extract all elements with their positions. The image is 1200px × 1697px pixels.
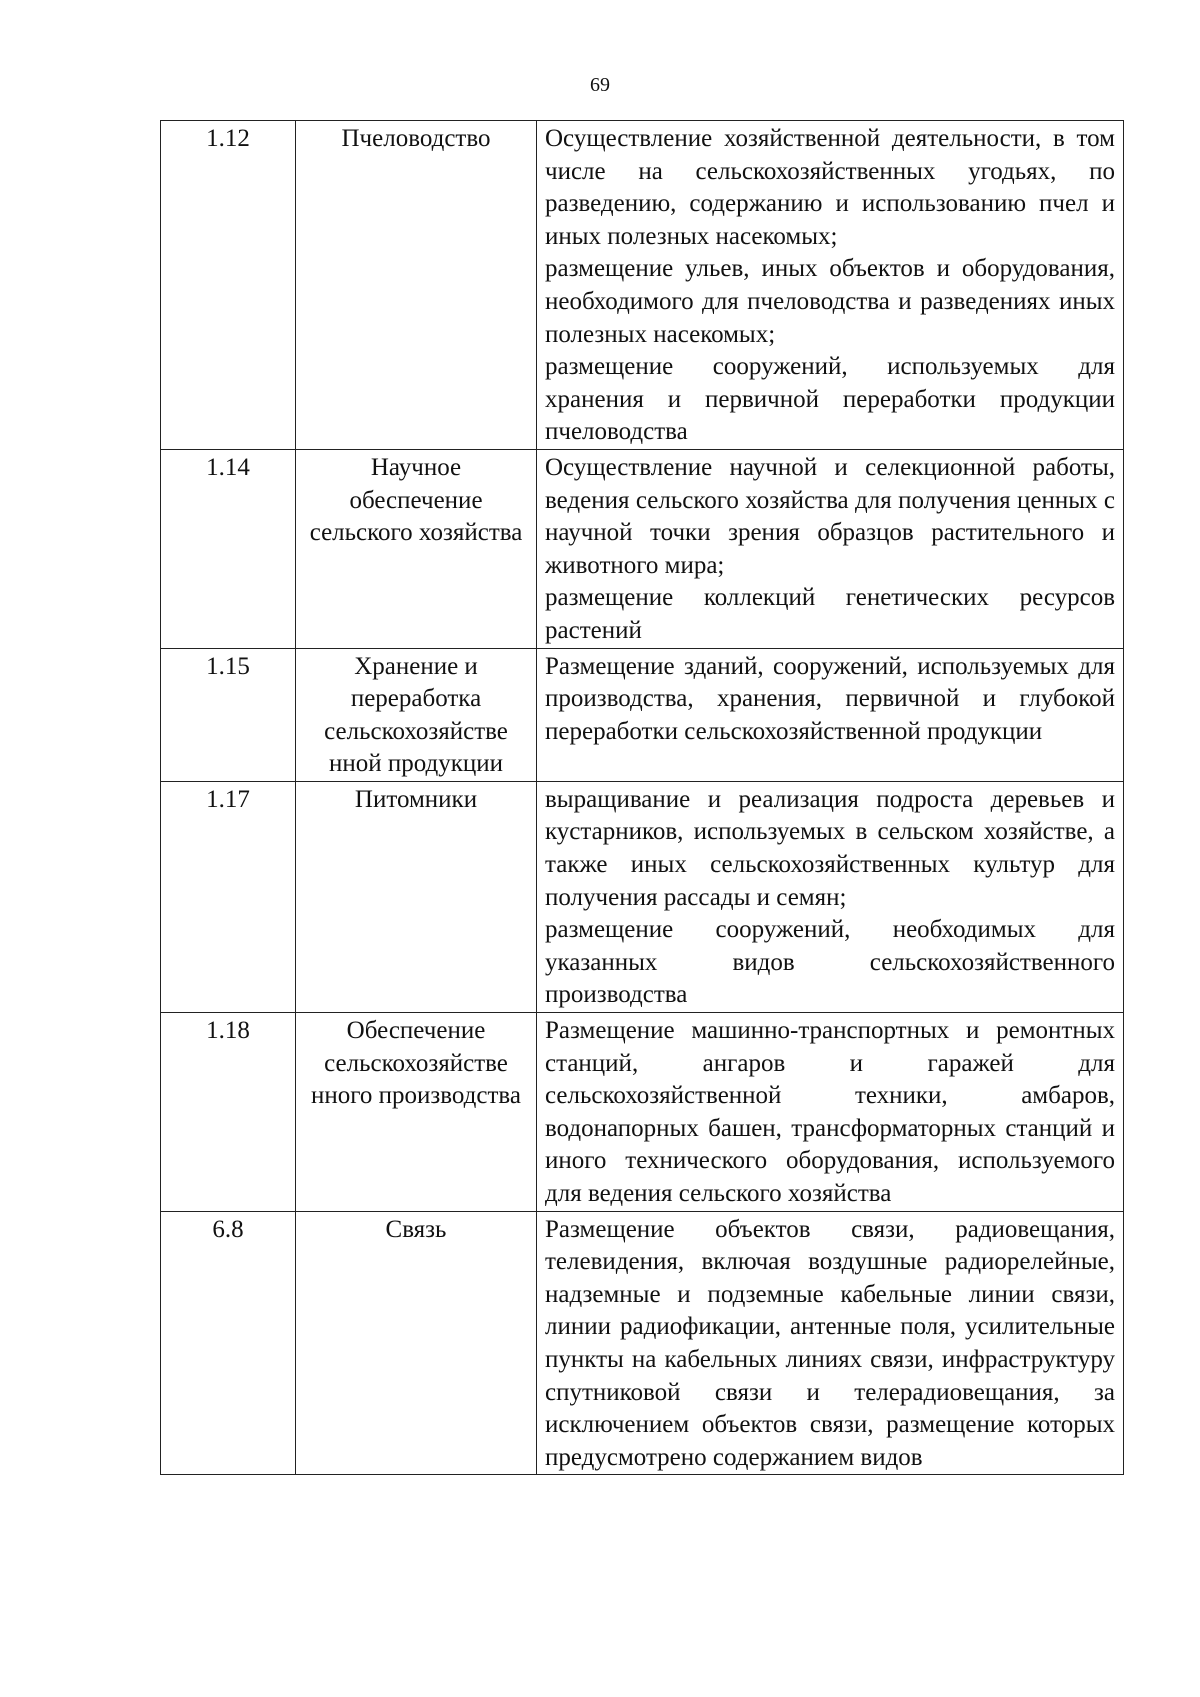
row-name: Питомники: [296, 781, 537, 1012]
description-paragraph: выращивание и реализация подроста деревьев и кустарников, используемых в сельском хозяйстве, а также иных сельскохозяйственных культур для получения рассады и семян;: [545, 785, 1115, 911]
row-code: 1.18: [161, 1013, 296, 1212]
row-code: 6.8: [161, 1211, 296, 1475]
page-number: 69: [590, 74, 610, 96]
table-row: [161, 648, 1124, 781]
description-paragraph: Размещение машинно-транспортных и ремонтных станций, ангаров и гаражей для сельскохозяйственной техники, амбаров, водонапорных башен, трансформаторных станций и иного технического оборудования, используемого для ведения сельского хозяйства: [545, 1017, 1115, 1207]
land-use-table: [160, 120, 1124, 1475]
description-paragraph: размещение сооружений, используемых для хранения и первичной переработки продукции пчеловодства: [545, 353, 1115, 446]
row-description: [537, 648, 1124, 781]
table-row: [161, 449, 1124, 648]
row-name: Научное обеспечение сельского хозяйства: [296, 449, 537, 648]
description-paragraph: размещение коллекций генетических ресурсов растений: [545, 584, 1115, 644]
row-code: 1.12: [161, 121, 296, 450]
row-description: [537, 1013, 1124, 1212]
row-code: 1.14: [161, 449, 296, 648]
row-code: 1.15: [161, 648, 296, 781]
table-body: [161, 121, 1124, 1475]
row-code: 1.17: [161, 781, 296, 1012]
row-description: [537, 1211, 1124, 1475]
row-name: Пчеловодство: [296, 121, 537, 450]
row-description: [537, 449, 1124, 648]
table-row: [161, 1211, 1124, 1475]
row-description: [537, 781, 1124, 1012]
table-row: [161, 1013, 1124, 1212]
table-row: [161, 121, 1124, 450]
row-name: Хранение и переработка сельскохозяйстве нной продукции: [296, 648, 537, 781]
description-paragraph: Осуществление научной и селекционной работы, ведения сельского хозяйства для получения ценных с научной точки зрения образцов растительного и животного мира;: [545, 453, 1115, 579]
description-paragraph: размещение ульев, иных объектов и оборудования, необходимого для пчеловодства и разведениях иных полезных насекомых;: [545, 255, 1115, 348]
description-paragraph: Осуществление хозяйственной деятельности, в том числе на сельскохозяйственных угодьях, по разведению, содержанию и использованию пчел и иных полезных насекомых;: [545, 125, 1115, 250]
description-paragraph: размещение сооружений, необходимых для указанных видов сельскохозяйственного производства: [545, 916, 1115, 1009]
table-row: [161, 781, 1124, 1012]
row-name: Связь: [296, 1211, 537, 1475]
description-paragraph: Размещение объектов связи, радиовещания, телевидения, включая воздушные радиорелейные, надземные и подземные кабельные линии связи, линии радиофикации, антенные поля, усилительные пункты на кабельных линиях связи, инфраструктуру спутниковой связи и телерадиовещания, за исключением объектов связи, размещение которых предусмотрено содержанием видов: [545, 1215, 1115, 1471]
description-paragraph: Размещение зданий, сооружений, используемых для производства, хранения, первичной и глубокой переработки сельскохозяйственной продукции: [545, 652, 1115, 745]
row-description: [537, 121, 1124, 450]
row-name: Обеспечение сельскохозяйстве нного производства: [296, 1013, 537, 1212]
